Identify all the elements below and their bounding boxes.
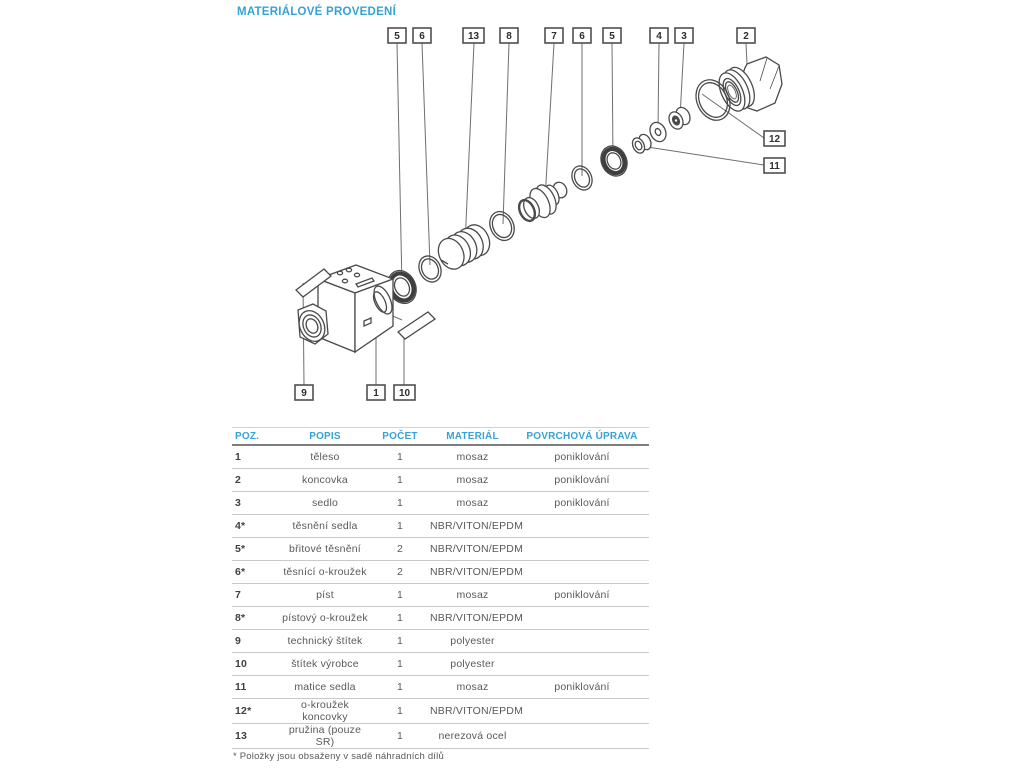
svg-text:4: 4	[656, 31, 662, 42]
cell-material: mosaz	[430, 676, 515, 699]
svg-text:6: 6	[419, 31, 425, 42]
svg-text:3: 3	[681, 31, 687, 42]
parts-table	[232, 427, 649, 749]
callout-box	[545, 28, 563, 43]
callout-box	[603, 28, 621, 43]
cell-material: nerezová ocel	[430, 724, 515, 749]
part-end-cap	[714, 57, 782, 115]
svg-text:1: 1	[373, 388, 379, 399]
page-title: MATERIÁLOVÉ PROVEDENÍ	[237, 6, 397, 18]
cell-pos: 10	[232, 653, 280, 676]
svg-text:9: 9	[301, 388, 307, 399]
cell-uprava: poniklování	[515, 492, 649, 515]
spare-parts-footnote: * Položky jsou obsaženy v sadě náhradních dílů	[233, 751, 444, 762]
callout-box	[675, 28, 693, 43]
cell-material: mosaz	[430, 469, 515, 492]
svg-text:8: 8	[506, 31, 512, 42]
cell-uprava	[515, 538, 649, 561]
cell-material: mosaz	[430, 492, 515, 515]
cell-popis: technický štítek	[280, 630, 370, 653]
table-row	[232, 561, 649, 584]
callout-box	[388, 28, 406, 43]
table-row	[232, 676, 649, 699]
cell-popis: matice sedla	[280, 676, 370, 699]
callout-box	[367, 385, 385, 400]
table-row	[232, 724, 649, 749]
part-spring	[434, 221, 495, 274]
cell-pocet: 1	[370, 445, 430, 469]
cell-popis: těleso	[280, 445, 370, 469]
cell-popis: píst	[280, 584, 370, 607]
cell-pocet: 1	[370, 492, 430, 515]
table-row	[232, 699, 649, 724]
cell-material: polyester	[430, 653, 515, 676]
cell-pos: 4*	[232, 515, 280, 538]
cell-material: NBR/VITON/EPDM	[430, 561, 515, 584]
cell-material: NBR/VITON/EPDM	[430, 515, 515, 538]
svg-text:13: 13	[467, 31, 480, 42]
cell-popis: koncovka	[280, 469, 370, 492]
cell-popis: sedlo	[280, 492, 370, 515]
cell-popis: o-kroužek koncovky	[280, 699, 370, 724]
svg-text:5: 5	[609, 31, 615, 42]
table-row	[232, 584, 649, 607]
cell-pocet: 1	[370, 699, 430, 724]
cell-popis: pístový o-kroužek	[280, 607, 370, 630]
cell-pos: 9	[232, 630, 280, 653]
cell-uprava: poniklování	[515, 469, 649, 492]
cell-uprava	[515, 607, 649, 630]
cell-pos: 12*	[232, 699, 280, 724]
table-row	[232, 630, 649, 653]
cell-uprava	[515, 630, 649, 653]
cell-pos: 6*	[232, 561, 280, 584]
part-body	[294, 265, 395, 352]
cell-pocet: 1	[370, 515, 430, 538]
svg-text:11: 11	[769, 161, 780, 172]
column-header-material: MATERIÁL	[430, 428, 515, 446]
cell-uprava	[515, 699, 649, 724]
svg-text:7: 7	[551, 31, 557, 42]
cell-uprava: poniklování	[515, 584, 649, 607]
cell-uprava: poniklování	[515, 676, 649, 699]
cell-material: NBR/VITON/EPDM	[430, 607, 515, 630]
part-piston	[516, 180, 569, 223]
callout-box	[737, 28, 755, 43]
cell-pos: 1	[232, 445, 280, 469]
column-header-poz: POZ.	[232, 428, 280, 446]
column-header-popis: POPIS	[280, 428, 370, 446]
parts-table-container	[232, 427, 649, 749]
table-row	[232, 469, 649, 492]
svg-text:12: 12	[768, 134, 781, 145]
svg-text:6: 6	[579, 31, 585, 42]
cell-pocet: 1	[370, 724, 430, 749]
cell-popis: břitové těsnění	[280, 538, 370, 561]
cell-pocet: 1	[370, 584, 430, 607]
cell-material: mosaz	[430, 445, 515, 469]
callout-box	[764, 158, 785, 173]
table-row	[232, 445, 649, 469]
cell-pos: 8*	[232, 607, 280, 630]
callout-box	[463, 28, 484, 43]
cell-pocet: 1	[370, 630, 430, 653]
part-piston-o-ring	[485, 208, 519, 245]
callout-box	[500, 28, 518, 43]
cell-uprava	[515, 561, 649, 584]
cell-popis: pružina (pouze SR)	[280, 724, 370, 749]
cell-pocet: 2	[370, 538, 430, 561]
cell-popis: štítek výrobce	[280, 653, 370, 676]
svg-text:5: 5	[394, 31, 400, 42]
part-manufacturer-label	[398, 312, 435, 339]
cell-pos: 2	[232, 469, 280, 492]
cell-material: NBR/VITON/EPDM	[430, 538, 515, 561]
callout-box	[764, 131, 785, 146]
cell-material: mosaz	[430, 584, 515, 607]
callout-box	[394, 385, 415, 400]
cell-pocet: 2	[370, 561, 430, 584]
part-lip-seal-right	[596, 142, 632, 181]
cell-pos: 7	[232, 584, 280, 607]
table-row	[232, 492, 649, 515]
table-header-row	[232, 428, 649, 446]
table-row	[232, 607, 649, 630]
cell-uprava	[515, 653, 649, 676]
callout-box	[650, 28, 668, 43]
cell-uprava: poniklování	[515, 445, 649, 469]
cell-popis: těsnící o-kroužek	[280, 561, 370, 584]
table-row	[232, 515, 649, 538]
cell-popis: těsnění sedla	[280, 515, 370, 538]
cell-material: NBR/VITON/EPDM	[430, 699, 515, 724]
cell-pocet: 1	[370, 653, 430, 676]
callout-box	[413, 28, 431, 43]
cell-pos: 3	[232, 492, 280, 515]
callout-box	[295, 385, 313, 400]
cell-pocet: 1	[370, 469, 430, 492]
cell-material: polyester	[430, 630, 515, 653]
cell-pos: 5*	[232, 538, 280, 561]
cell-uprava	[515, 724, 649, 749]
svg-text:2: 2	[743, 31, 749, 42]
part-seat	[666, 105, 692, 131]
column-header-pocet: POČET	[370, 428, 430, 446]
part-seat-nut	[630, 132, 653, 155]
cell-pos: 11	[232, 676, 280, 699]
cell-pocet: 1	[370, 607, 430, 630]
table-row	[232, 538, 649, 561]
cell-uprava	[515, 515, 649, 538]
cell-pocet: 1	[370, 676, 430, 699]
column-header-uprava: POVRCHOVÁ ÚPRAVA	[515, 428, 649, 446]
svg-text:10: 10	[398, 388, 411, 399]
cell-pos: 13	[232, 724, 280, 749]
callout-box	[573, 28, 591, 43]
table-row	[232, 653, 649, 676]
